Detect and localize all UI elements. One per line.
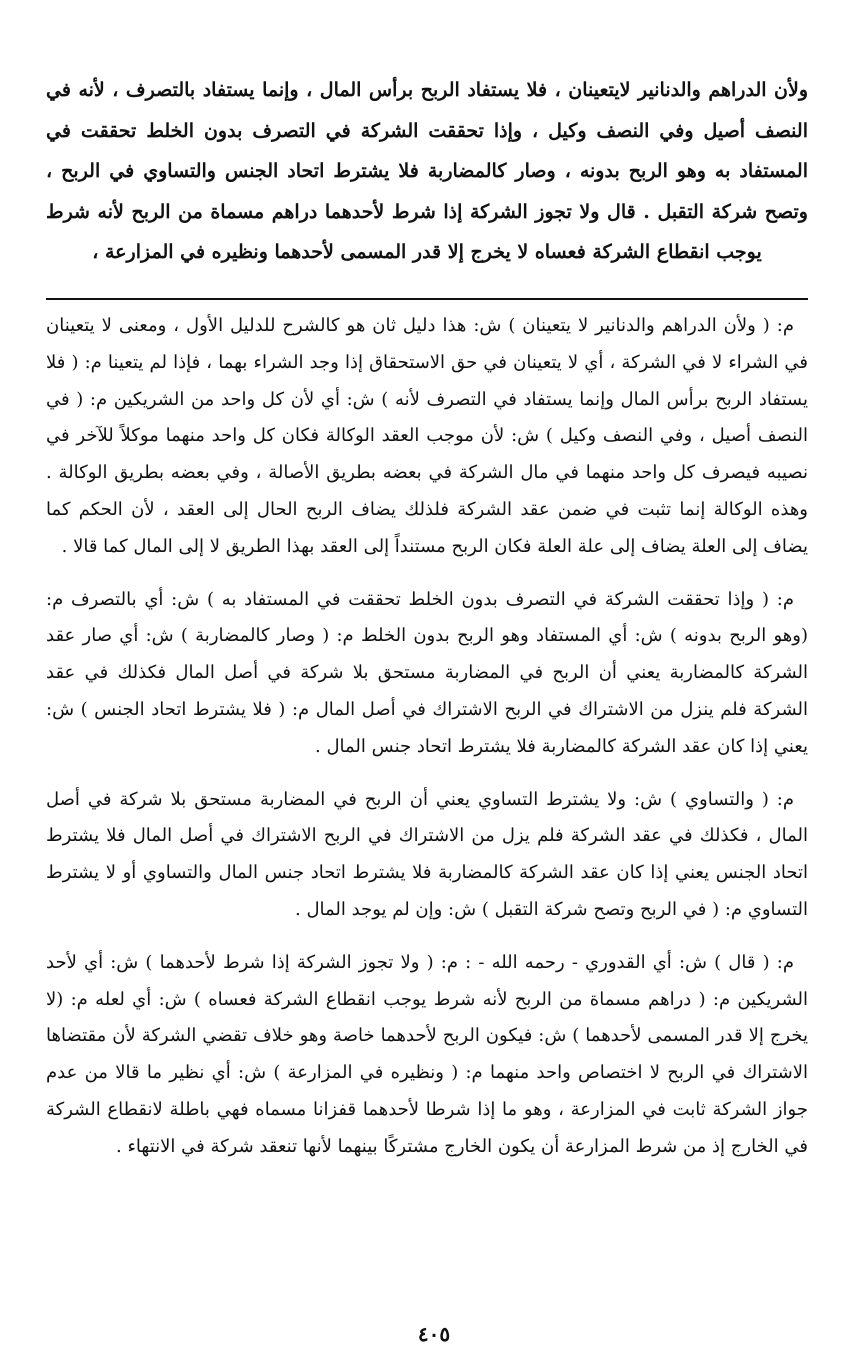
commentary-paragraph: م: ( والتساوي ) ش: ولا يشترط التساوي يعني أن الربح في المضاربة مستحق بلا شركة في أصل المال ، فكذلك في عقد الشركة فلم يزل من الاشتراك في الربح الاشتراك في أصل المال فلا يشترط اتحاد الجنس يعني إذا كان عقد الشركة كالمضاربة فلا يشترط اتحاد جنس المال والتساوي أو لا يشترط التساوي م: ( في الربح وتصح شركة التقبل ) ش: وإن لم يوجد المال . <box>46 788 808 920</box>
page-number: ٤٠٥ <box>417 1322 451 1346</box>
commentary-paragraph: م: ( وإذا تحققت الشركة في التصرف بدون الخلط تحققت في المستفاد به ) ش: أي بالتصرف م: (وهو الربح بدونه ) ش: أي المستفاد وهو الربح بدون الخلط م: ( وصار كالمضاربة ) ش: أي صار عقد الشركة كالمضاربة يعني أن الربح في المضاربة مستحق بلا شركة في أصل المال فكذلك في عقد الشركة فلم ينزل من الاشتراك في الربح الاشتراك في أصل المال م: ( فلا يشترط اتحاد الجنس ) ش: يعني إذا كان عقد الشركة كالمضاربة فلا يشترط اتحاد جنس المال . <box>46 588 808 757</box>
matn-text: ولأن الدراهم والدنانير لايتعينان ، فلا يستفاد الربح برأس المال ، وإنما يستفاد بالتصرف ، لأنه في النصف أصيل وفي النصف وكيل ، وإذا تحققت الشركة في التصرف بدون الخلط تحققت في المستفاد به وهو الربح بدونه ، وصار كالمضاربة فلا يشترط اتحاد الجنس والتساوي في الربح ، وتصح شركة التقبل . قال ولا تجوز الشركة إذا شرط لأحدهما دراهم مسماة من الربح لأنه شرط يوجب انقطاع الشركة فعساه لا يخرج إلا قدر المسمى لأحدهما ونظيره في المزارعة ، <box>46 79 808 263</box>
separator-rule <box>46 298 808 300</box>
commentary <box>46 308 808 1182</box>
commentary-paragraph: م: ( ولأن الدراهم والدنانير لا يتعينان ) ش: هذا دليل ثان هو كالشرح للدليل الأول ، ومعنى لا يتعينان في الشراء لا في الشركة ، أي لا يتعينان في حق الاستحقاق إذا وجد الشراء بهما ، فإذا لم يتعينا م: ( فلا يستفاد الربح برأس المال وإنما يستفاد في التصرف لأنه ) ش: أي لأن كل واحد من الشريكين م: ( في النصف أصيل ، وفي النصف وكيل ) ش: لأن موجب العقد الوكالة فكان كل واحد منهما موكلاً للآخر في نصيبه فيصرف كل واحد منهما في مال الشركة في بعضه بطريق الأصالة ، وفي بعضه بطريق الوكالة . وهذه الوكالة إنما تثبت في ضمن عقد الشركة فلذلك يضاف الربح الحال إلى العقد ، لأن الحكم كما يضاف إلى العلة يضاف إلى علة العلة فكان الربح مستنداً إلى العقد بهذا الطريق لا إلى المال كما قالا . <box>46 315 808 557</box>
commentary-paragraph: م: ( قال ) ش: أي القدوري - رحمه الله - : م: ( ولا تجوز الشركة إذا شرط لأحدهما ) ش: أي لأحد الشريكين م: ( دراهم مسماة من الربح لأنه شرط يوجب انقطاع الشركة فعساه ) ش: أي لعله م: (لا يخرج إلا قدر المسمى لأحدهما ) ش: فيكون الربح لأحدهما خاصة وهو خلاف تقضي الشركة لأن مقتضاها الاشتراك في الربح لا اختصاص واحد منهما م: ( ونظيره في المزارعة ) ش: أي نظير ما قالا من عدم جواز الشركة ثابت في المزارعة ، وهو ما إذا شرطا لأحدهما قفزانا مسماه فهي باطلة لانقطاع الشركة في الخارج إذ من شرط المزارعة أن يكون الخارج مشتركًا بينهما لأنها تنعقد شركة في الانتهاء . <box>46 951 808 1157</box>
